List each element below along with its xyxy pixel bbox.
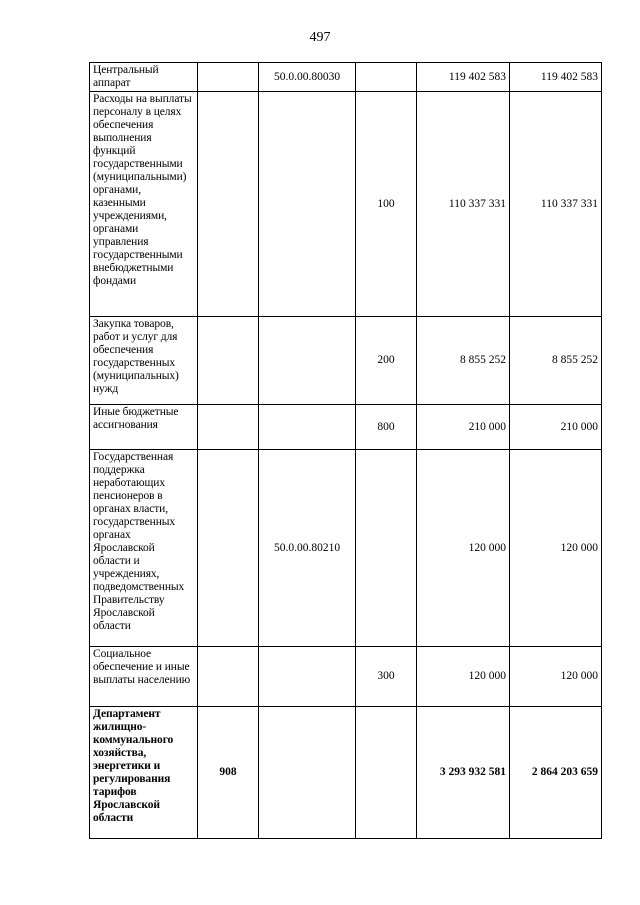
- page-number: 497: [309, 30, 331, 45]
- row-amount-2: 210 000: [510, 405, 602, 450]
- row-code: [198, 317, 259, 405]
- row-target-code: [259, 317, 356, 405]
- row-name: Центральный аппарат: [90, 63, 198, 92]
- row-expense-type: 100: [356, 92, 417, 317]
- row-target-code: 50.0.00.80030: [259, 63, 356, 92]
- row-name: Социальное обеспечение и иные выплаты населению: [90, 647, 198, 707]
- row-expense-type: [356, 450, 417, 647]
- row-code: [198, 405, 259, 450]
- table-row: [90, 317, 602, 405]
- budget-table: [89, 62, 602, 839]
- row-amount-2: 119 402 583: [510, 63, 602, 92]
- table-row: [90, 647, 602, 707]
- row-amount-2: 110 337 331: [510, 92, 602, 317]
- row-name: Государственная поддержка неработающих пенсионеров в органах власти, государственных органах Ярославской области и учреждениях, подведомственных Правительству Ярославской области: [90, 450, 198, 647]
- row-amount-2: 2 864 203 659: [510, 707, 602, 839]
- row-amount-1: 120 000: [417, 647, 510, 707]
- row-target-code: [259, 405, 356, 450]
- table-row: [90, 63, 602, 92]
- row-code: [198, 92, 259, 317]
- row-name: Закупка товаров, работ и услуг для обеспечения государственных (муниципальных) нужд: [90, 317, 198, 405]
- row-target-code: [259, 707, 356, 839]
- table-row: [90, 450, 602, 647]
- row-target-code: [259, 92, 356, 317]
- row-code: 908: [198, 707, 259, 839]
- row-name: Иные бюджетные ассигнования: [90, 405, 198, 450]
- row-name: Департамент жилищно-коммунального хозяйства, энергетики и регулирования тарифов Ярославской области: [90, 707, 198, 839]
- row-code: [198, 63, 259, 92]
- row-amount-2: 120 000: [510, 450, 602, 647]
- table-row: [90, 405, 602, 450]
- table-row: [90, 92, 602, 317]
- row-target-code: [259, 647, 356, 707]
- row-amount-1: 110 337 331: [417, 92, 510, 317]
- row-code: [198, 450, 259, 647]
- table-row: [90, 707, 602, 839]
- row-expense-type: [356, 63, 417, 92]
- row-expense-type: 300: [356, 647, 417, 707]
- row-amount-2: 120 000: [510, 647, 602, 707]
- row-expense-type: [356, 707, 417, 839]
- row-amount-2: 8 855 252: [510, 317, 602, 405]
- row-code: [198, 647, 259, 707]
- row-amount-1: 8 855 252: [417, 317, 510, 405]
- row-amount-1: 210 000: [417, 405, 510, 450]
- row-amount-1: 120 000: [417, 450, 510, 647]
- row-name: Расходы на выплаты персоналу в целях обеспечения выполнения функций государственными (муниципальными) органами, казенными учреждениями, органами управления государственными внебюджетными фондами: [90, 92, 198, 317]
- row-amount-1: 119 402 583: [417, 63, 510, 92]
- row-amount-1: 3 293 932 581: [417, 707, 510, 839]
- row-target-code: 50.0.00.80210: [259, 450, 356, 647]
- row-expense-type: 200: [356, 317, 417, 405]
- row-expense-type: 800: [356, 405, 417, 450]
